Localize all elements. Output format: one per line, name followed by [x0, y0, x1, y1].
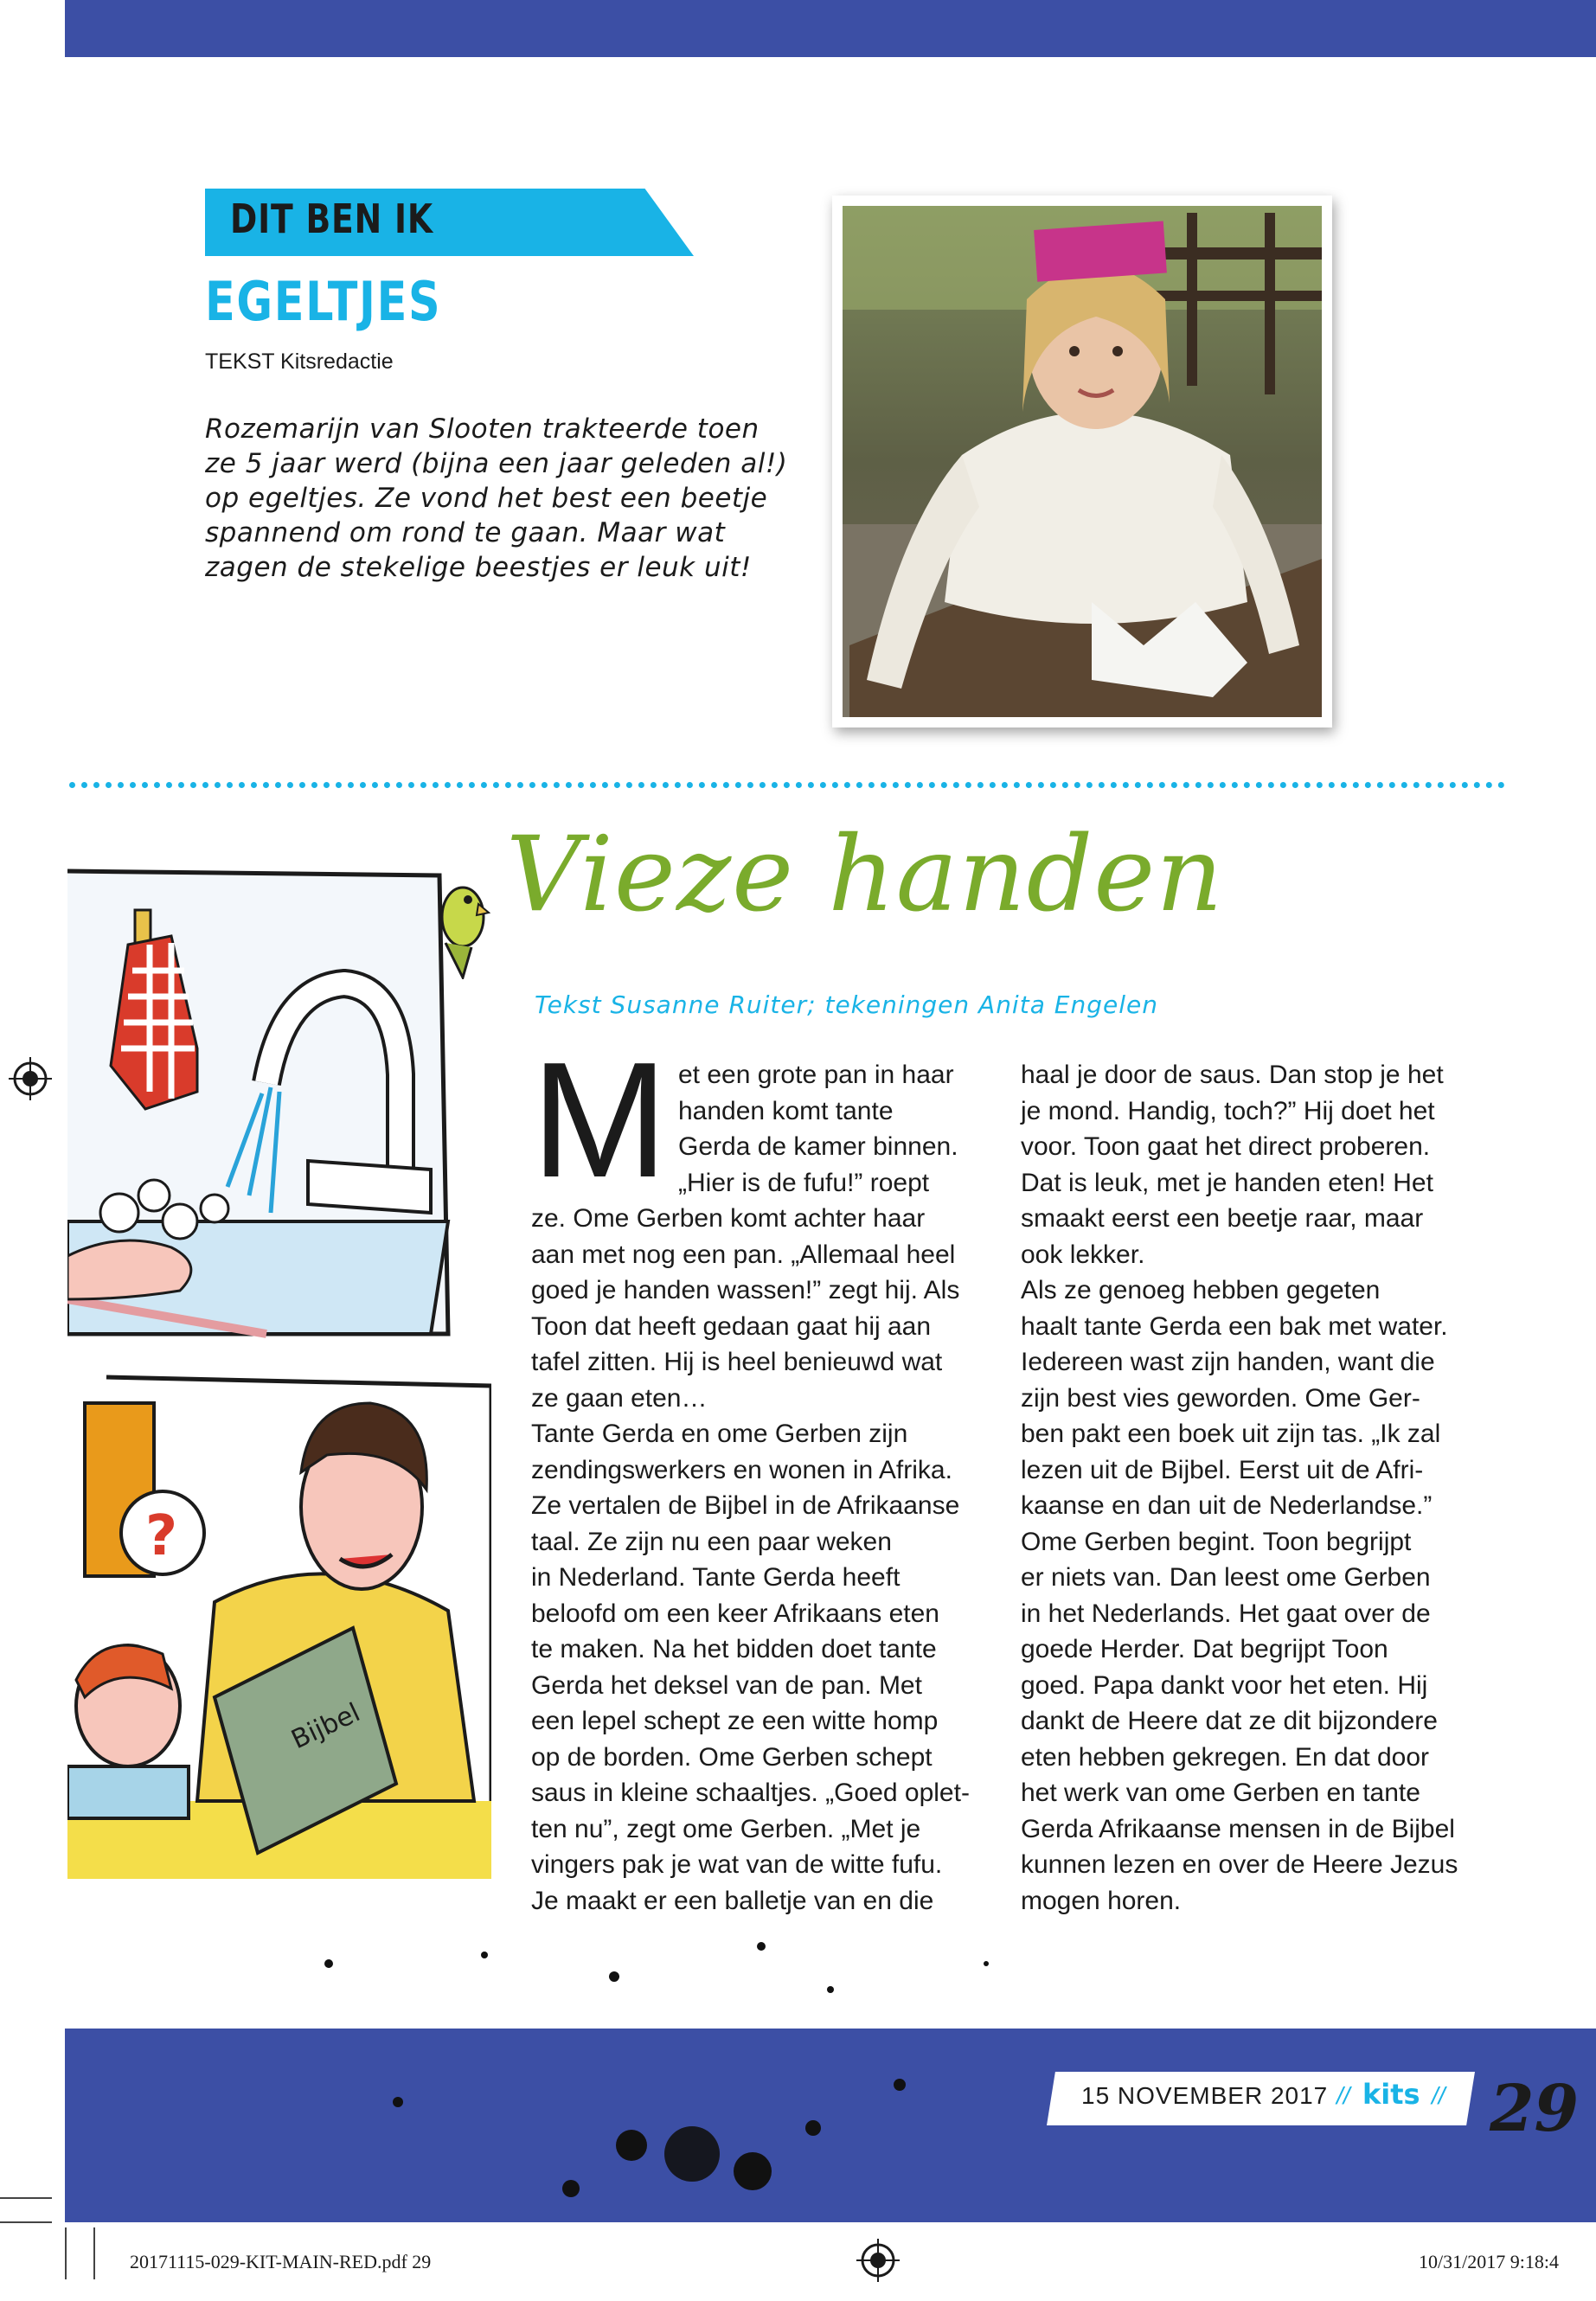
- article-line: Gerda het deksel van de pan. Met: [531, 1670, 922, 1700]
- article-line: er niets van. Dan leest ome Gerben: [1021, 1563, 1431, 1592]
- crop-mark: [93, 2227, 95, 2279]
- article-line: ben pakt een boek uit zijn tas. „Ik zal: [1021, 1420, 1441, 1448]
- comic-illustration-drawing: [67, 849, 491, 1879]
- article-line: Ome Gerben begint. Toon begrijpt: [1021, 1527, 1412, 1556]
- article-line: op de borden. Ome Gerben schept: [531, 1742, 933, 1772]
- article-line: handen komt tante: [678, 1096, 894, 1125]
- crop-mark: [65, 2227, 67, 2279]
- child-photo: [832, 195, 1332, 727]
- article-line: mogen horen.: [1021, 1886, 1182, 1915]
- article-line: te maken. Na het bidden doet tante: [531, 1635, 937, 1663]
- article-line: zijn best vies geworden. Ome Ger-: [1021, 1383, 1420, 1413]
- crop-mark: [0, 2197, 52, 2199]
- section-tag: DIT BEN IK: [230, 195, 433, 242]
- article-line: in het Nederlands. Het gaat over de: [1021, 1599, 1431, 1628]
- article-line: in Nederland. Tante Gerda heeft: [531, 1563, 901, 1592]
- question-mark: ?: [145, 1504, 178, 1568]
- article-line: zendingswerkers en wonen in Afrika.: [531, 1455, 952, 1484]
- article-line: voor. Toon gaat het direct proberen.: [1021, 1132, 1431, 1161]
- article-line: ook lekker.: [1021, 1240, 1145, 1269]
- article-line: goede Herder. Dat begrijpt Toon: [1021, 1635, 1388, 1663]
- crop-mark: [0, 2221, 52, 2223]
- article-line: goed je handen wassen!” zegt hij. Als: [531, 1276, 960, 1304]
- article-line: et een grote pan in haar: [678, 1061, 954, 1089]
- article-line: taal. Ze zijn nu een paar weken: [531, 1527, 892, 1556]
- intro-paragraph: Rozemarijn van Slooten trakteerde toen ze 5 jaar werd (bijna een jaar geleden al!) op egeltjes. Ze vond het best een beetje spannend om rond te gaan. Maar wat zagen de stekelige beestjes er leuk uit!: [205, 413, 788, 583]
- article-line: goed. Papa dankt voor het eten. Hij: [1021, 1670, 1428, 1700]
- print-slug-file: 20171115-029-KIT-MAIN-RED.pdf 29: [130, 2251, 432, 2272]
- article-line: smaakt eerst een beetje raar, maar: [1021, 1204, 1424, 1233]
- article-line: ze. Ome Gerben komt achter haar: [531, 1204, 926, 1233]
- section-divider: [69, 782, 1505, 788]
- page-number: 29: [1490, 2072, 1579, 2146]
- article-line: ze gaan eten…: [531, 1383, 708, 1413]
- comic-illustration: [67, 849, 491, 1879]
- article-line: Gerda de kamer binnen.: [678, 1132, 958, 1161]
- child-photo-image: [832, 195, 1332, 727]
- parrot-icon: [437, 865, 490, 979]
- issue-date: 15 NOVEMBER 2017: [1081, 2082, 1329, 2109]
- article-line: saus in kleine schaaltjes. „Goed oplet-: [531, 1779, 970, 1807]
- article-line: Iedereen wast zijn handen, want die: [1021, 1348, 1435, 1376]
- print-slug-timestamp: 10/31/2017 9:18:4: [1419, 2251, 1559, 2272]
- article-line: Tante Gerda en ome Gerben zijn: [531, 1420, 908, 1448]
- article-line: Gerda Afrikaanse mensen in de Bijbel: [1021, 1814, 1455, 1843]
- article-line: haal je door de saus. Dan stop je het: [1021, 1061, 1444, 1089]
- section-credit: TEKST Kitsredactie: [205, 349, 394, 374]
- brand-logo: kits: [1362, 2078, 1420, 2111]
- article-line: Ze vertalen de Bijbel in de Afrikaanse: [531, 1491, 960, 1520]
- article-line: beloofd om een keer Afrikaans eten: [531, 1599, 939, 1628]
- footer-separator: //: [1432, 2082, 1445, 2109]
- article-column-2: [1021, 1057, 1505, 1919]
- section-title: EGELTJES: [205, 270, 442, 333]
- top-color-band: [65, 0, 1596, 57]
- article-line: Als ze genoeg hebben gegeten: [1021, 1276, 1381, 1304]
- article-line: Je maakt er een balletje van en die: [531, 1886, 934, 1915]
- article-line: lezen uit de Bijbel. Eerst uit de Afri-: [1021, 1455, 1424, 1484]
- article-line: Toon dat heeft gedaan gaat hij aan: [531, 1311, 932, 1341]
- drop-cap: M: [531, 1029, 669, 1212]
- registration-mark-icon: [9, 1057, 52, 1100]
- article-line: vingers pak je wat van de witte fufu.: [531, 1850, 943, 1879]
- article-line: haalt tante Gerda een bak met water.: [1021, 1311, 1448, 1341]
- article-line: het werk van ome Gerben en tante: [1021, 1779, 1420, 1807]
- registration-mark-icon: [856, 2239, 900, 2282]
- article-line: tafel zitten. Hij is heel benieuwd wat: [531, 1348, 943, 1376]
- book-label: Bijbel: [286, 1697, 365, 1756]
- article-line: eten hebben gekregen. En dat door: [1021, 1742, 1430, 1772]
- ink-splatter: [225, 1929, 1038, 2223]
- article-line: dankt de Heere dat ze dit bijzondere: [1021, 1707, 1438, 1735]
- article-line: „Hier is de fufu!” roept: [678, 1168, 930, 1197]
- article-line: ten nu”, zegt ome Gerben. „Met je: [531, 1814, 921, 1843]
- article-title: Vieze handen: [506, 815, 1224, 935]
- article-line: kunnen lezen en over de Heere Jezus: [1021, 1850, 1458, 1879]
- article-line: kaanse en dan uit de Nederlandse.”: [1021, 1491, 1433, 1520]
- footer-separator: //: [1336, 2082, 1350, 2109]
- article-line: aan met nog een pan. „Allemaal heel: [531, 1240, 956, 1269]
- article-line: een lepel schept ze een witte homp: [531, 1707, 939, 1735]
- article-line: Dat is leuk, met je handen eten! Het: [1021, 1168, 1433, 1197]
- article-column-1: [531, 1057, 998, 1919]
- article-line: je mond. Handig, toch?” Hij doet het: [1021, 1096, 1435, 1125]
- article-byline: Tekst Susanne Ruiter; tekeningen Anita Engelen: [535, 990, 1158, 1019]
